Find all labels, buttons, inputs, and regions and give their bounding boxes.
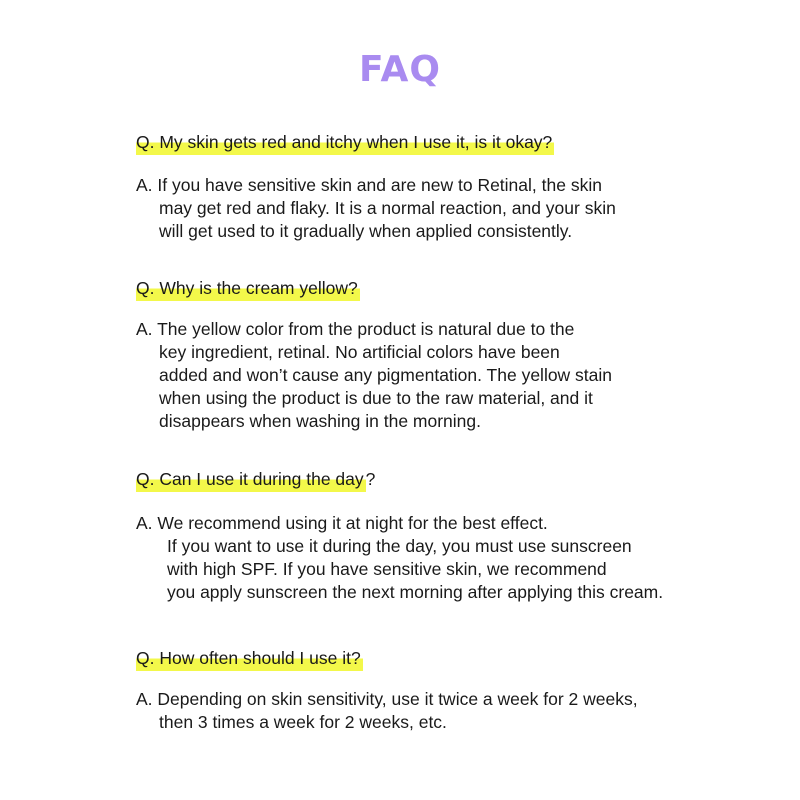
- answer-line: may get red and flaky. It is a normal reaction, and your skin: [159, 198, 616, 218]
- answer-line: A. If you have sensitive skin and are new to Retinal, the skin: [136, 175, 602, 195]
- faq-question-1: [130, 131, 558, 155]
- faq-answer-3: [136, 512, 663, 604]
- question-highlight: Q. Why is the cream yellow?: [136, 277, 360, 301]
- answer-line: A. We recommend using it at night for the best effect.: [136, 513, 548, 533]
- answer-line: A. Depending on skin sensitivity, use it twice a week for 2 weeks,: [136, 689, 638, 709]
- answer-line: you apply sunscreen the next morning after applying this cream.: [167, 582, 664, 602]
- answer-line: then 3 times a week for 2 weeks, etc.: [159, 712, 447, 732]
- answer-line: will get used to it gradually when applied consistently.: [159, 221, 573, 241]
- question-highlight: Q. How often should I use it?: [136, 647, 363, 671]
- answer-line: when using the product is due to the raw material, and it: [159, 388, 593, 408]
- answer-line: A. The yellow color from the product is natural due to the: [136, 319, 575, 339]
- faq-question-2: [130, 277, 364, 301]
- question-tail: ?: [365, 469, 376, 489]
- answer-line: disappears when washing in the morning.: [159, 411, 481, 431]
- faq-question-4: [130, 647, 367, 671]
- question-highlight: Q. My skin gets red and itchy when I use it, is it okay?: [136, 131, 554, 155]
- answer-line: added and won’t cause any pigmentation. The yellow stain: [159, 365, 613, 385]
- answer-line: with high SPF. If you have sensitive skin, we recommend: [167, 559, 607, 579]
- faq-answer-2: [136, 318, 612, 433]
- page-title: FAQ: [359, 49, 441, 90]
- question-highlight: Q. Can I use it during the day: [136, 468, 366, 492]
- answer-line: key ingredient, retinal. No artificial colors have been: [159, 342, 560, 362]
- faq-answer-1: [136, 174, 616, 243]
- faq-question-3: [130, 468, 379, 492]
- faq-answer-4: [136, 688, 638, 734]
- answer-line: If you want to use it during the day, you must use sunscreen: [167, 536, 632, 556]
